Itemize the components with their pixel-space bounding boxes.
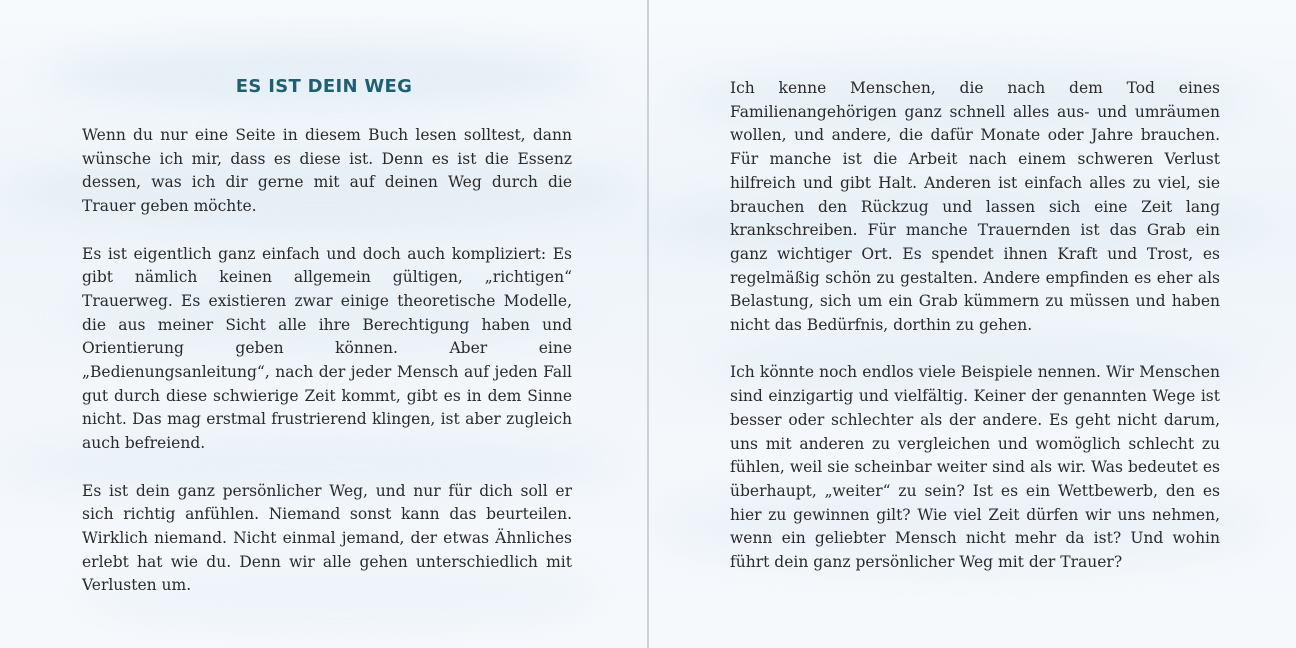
left-text-column (82, 124, 572, 622)
paragraph: Ich könnte noch endlos viele Beispiele nennen. Wir Menschen sind einzigartig und vielfältig. Keiner der genannten Wege ist besser oder schlechter als der andere. Es geht nicht darum, uns mit anderen zu vergleichen und womöglich schlecht zu fühlen, weil sie scheinbar weiter sind als wir. Was bedeutet es überhaupt, „weiter“ zu sein? Ist es ein Wettbewerb, den es hier zu gewinnen gilt? Wie viel Zeit dürfen wir uns nehmen, wenn ein geliebter Mensch nicht mehr da ist? Und wohin führt dein ganz persönlicher Weg mit der Trauer? (730, 363, 1220, 572)
paragraph: Es ist dein ganz persönlicher Weg, und nur für dich soll er sich richtig anfühlen. Niemand sonst kann das beurteilen. Wirklich niemand. Nicht einmal jemand, der etwas Ähnliches erlebt hat wie du. Denn wir alle gehen unterschiedlich mit Verlusten um. (82, 481, 572, 595)
chapter-heading: ES IST DEIN WEG (235, 76, 413, 97)
paragraph: Wenn du nur eine Seite in diesem Buch lesen solltest, dann wünsche ich mir, dass es diese ist. Denn es ist die Essenz dessen, was ich dir gerne mit auf deinen Weg durch die Trauer geben möchte. (82, 126, 572, 216)
watercolor-wash (40, 40, 600, 110)
book-gutter (647, 0, 649, 648)
paragraph: Es ist eigentlich ganz einfach und doch auch kompliziert: Es gibt nämlich keinen allgemein gültigen, „richtigen“ Trauerweg. Es existieren zwar einige theoretische Modelle, die aus meiner Sicht alle ihre Berechtigung haben und Orientierung geben können. Aber eine „Bedienungsanleitung“, nach der jeder Mensch auf jeden Fall gut durch diese schwierige Zeit kommt, gibt es in dem Sinne nicht. Das mag erstmal frustrierend klingen, ist aber zugleich auch befreiend. (82, 244, 572, 453)
paragraph: Ich kenne Menschen, die nach dem Tod eines Familienangehörigen ganz schnell alles aus- und umräumen wollen, und andere, die dafür Monate oder Jahre brauchen. Für manche ist die Arbeit nach einem schweren Verlust hilfreich und gibt Halt. Anderen ist einfach alles zu viel, sie brauchen den Rückzug und lassen sich eine Zeit lang krankschreiben. Für manche Trauernden ist das Grab ein ganz wichtiger Ort. Es spendet ihnen Kraft und Trost, es regelmäßig schön zu gestalten. Andere empfinden es eher als Belastung, sich um ein Grab kümmern zu müssen und haben nicht das Bedürfnis, dorthin zu gehen. (730, 79, 1220, 335)
right-text-column (730, 77, 1220, 598)
